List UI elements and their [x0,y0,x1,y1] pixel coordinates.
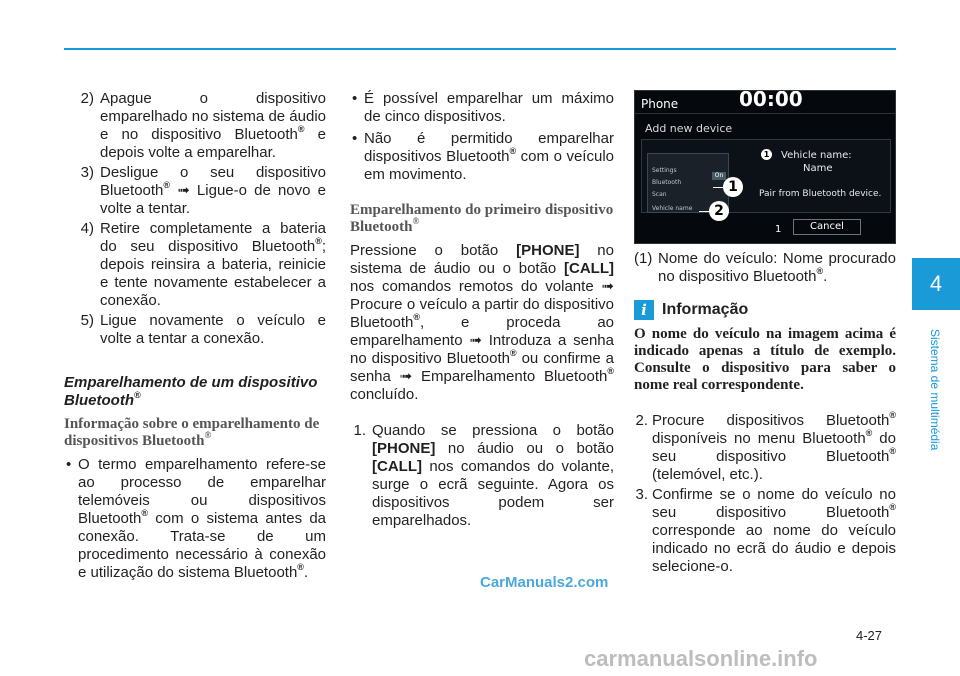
step-text: Desligue o seu dispositivo Bluetooth® ➟ Ligue-o de novo e volte a tentar. [100,164,326,217]
step-text: Retire completamente a bateria do seu dispositivo Bluetooth®; depois reinsira a bateria, reinicie e tente novamente estabelecer a conexão. [100,220,326,309]
bullet-dot: • [66,456,72,473]
column-3 [634,90,896,578]
screen-title: Phone [641,97,679,111]
paragraph-text: Pressione o botão [350,242,517,259]
cancel-button: Cancel [793,219,861,235]
call-button-label: [CALL] [564,260,614,277]
step-number: 3) [80,164,94,181]
watermark-carmanualsonline: carmanualsonline.info [584,646,818,671]
menu-item-settings: Settings [652,167,677,174]
list-item [634,250,896,286]
note-text: Nome do veículo: Nome procurado no dispositivo Bluetooth®. [658,250,896,285]
step-number: 5) [80,312,94,329]
info-text: O nome do veículo na imagem acima é indicado apenas a título de exemplo. Consulte o dispositivo para saber o nome real correspondente. [634,326,896,393]
step-text: Confirme se o nome do veículo no seu dispositivo Bluetooth® corresponde ao nome do veículo indicado no ecrã do áudio e depois selecione-o. [652,486,896,575]
chapter-tab: 4 [912,258,960,310]
menu-item-vehicle-name: Vehicle name [652,205,693,212]
phone-screen-image [634,90,896,244]
chapter-label [920,310,950,470]
top-rule [64,48,896,50]
note-number: (1) [634,250,653,267]
menu-item-bluetooth: Bluetooth [652,179,682,186]
list-item [64,312,326,348]
vehicle-name-line-1: Vehicle name: [781,150,852,161]
list-item [64,90,326,162]
screen-number: 1 [775,224,782,235]
paragraph-text: no sistema de áudio ou o botão [350,242,614,277]
callout-badge-small: 1 [761,149,772,160]
step-number: 3. [635,486,648,503]
subsection-heading: Informação sobre o emparelhamento de dispositivos Bluetooth® [64,416,320,449]
list-item [64,164,326,218]
step-number: 4) [80,220,94,237]
bullet-item [350,90,614,126]
section-heading: Emparelhamento de um dispositivo Bluetooth® [64,374,318,409]
watermark-carmanuals2: CarManuals2.com [480,574,609,591]
callout-line [699,211,709,212]
bullet-text: É possível emparelhar um máximo de cinco dispositivos. [364,90,614,125]
list-item [634,412,896,484]
column-1 [64,90,326,586]
bullet-item [64,456,326,582]
paragraph-text: nos comandos remotos do volante ➟ Procure o veículo a partir do dispositivo Bluetooth®, e proceda ao emparelhamento ➟ Introduza a senha no dispositivo Bluetooth® ou confirme a senha ➟ Emparelhamento Bluetooth® concluído. [350,278,615,403]
step-text: Procure dispositivos Bluetooth® disponíveis no menu Bluetooth® do seu dispositivo Bluetooth® (telemóvel, etc.). [652,410,896,483]
callout-badge-2: 2 [709,201,729,221]
screen-clock: 00:00 [739,90,803,111]
callout-line [713,187,723,188]
vehicle-name-line-2: Name [803,163,833,174]
info-header [634,300,896,320]
step-number: 2) [80,90,94,107]
phone-button-label: [PHONE] [372,440,436,457]
subsection-heading: Emparelhamento do primeiro dispositivo Bluetooth® [350,202,614,235]
screen-divider [635,113,896,114]
info-icon: i [634,300,654,320]
bullet-item [350,130,614,184]
callout-badge-1: 1 [723,177,743,197]
pair-instruction: Pair from Bluetooth device. [759,189,882,199]
column-2 [350,90,614,532]
step-number: 2. [635,412,648,429]
bullet-text: O termo emparelhamento refere-se ao processo de emparelhar telemóveis ou dispositivos Bluetooth® com o sistema antes da conexão. Trata-se de um procedimento necessário à conexão e utilização do sistema Bluetooth®. [78,456,326,581]
menu-item-scan: Scan [652,191,667,198]
list-item [64,220,326,310]
step-text-part: Quando se pressiona o botão [372,422,614,439]
bullet-dot: • [352,90,358,107]
step-text [372,422,614,530]
call-button-label: [CALL] [372,458,422,475]
list-item [634,486,896,576]
vehicle-name-label [781,149,852,175]
paragraph [350,242,614,404]
phone-button-label: [PHONE] [516,242,580,259]
step-text: Ligue novamente o veículo e volte a tentar a conexão. [100,312,326,347]
page-number: 4-27 [856,628,883,643]
bullet-text: Não é permitido emparelhar dispositivos Bluetooth® com o veículo em movimento. [364,130,614,183]
step-text: Apague o dispositivo emparelhado no sistema de áudio e no dispositivo Bluetooth® e depois volte a emparelhar. [100,90,326,161]
screen-subtitle: Add new device [645,122,733,135]
step-number: 1. [353,422,366,439]
bullet-dot: • [352,130,358,147]
step-text-part: nos comandos do volante, surge o ecrã seguinte. Agora os dispositivos podem ser emparelhados. [372,458,614,529]
list-item [350,422,614,530]
step-text-part: no áudio ou o botão [435,440,614,457]
on-toggle: On [712,172,726,180]
info-title: Informação [662,301,749,318]
chapter-label-text: Sistema de multimédia [928,329,942,451]
